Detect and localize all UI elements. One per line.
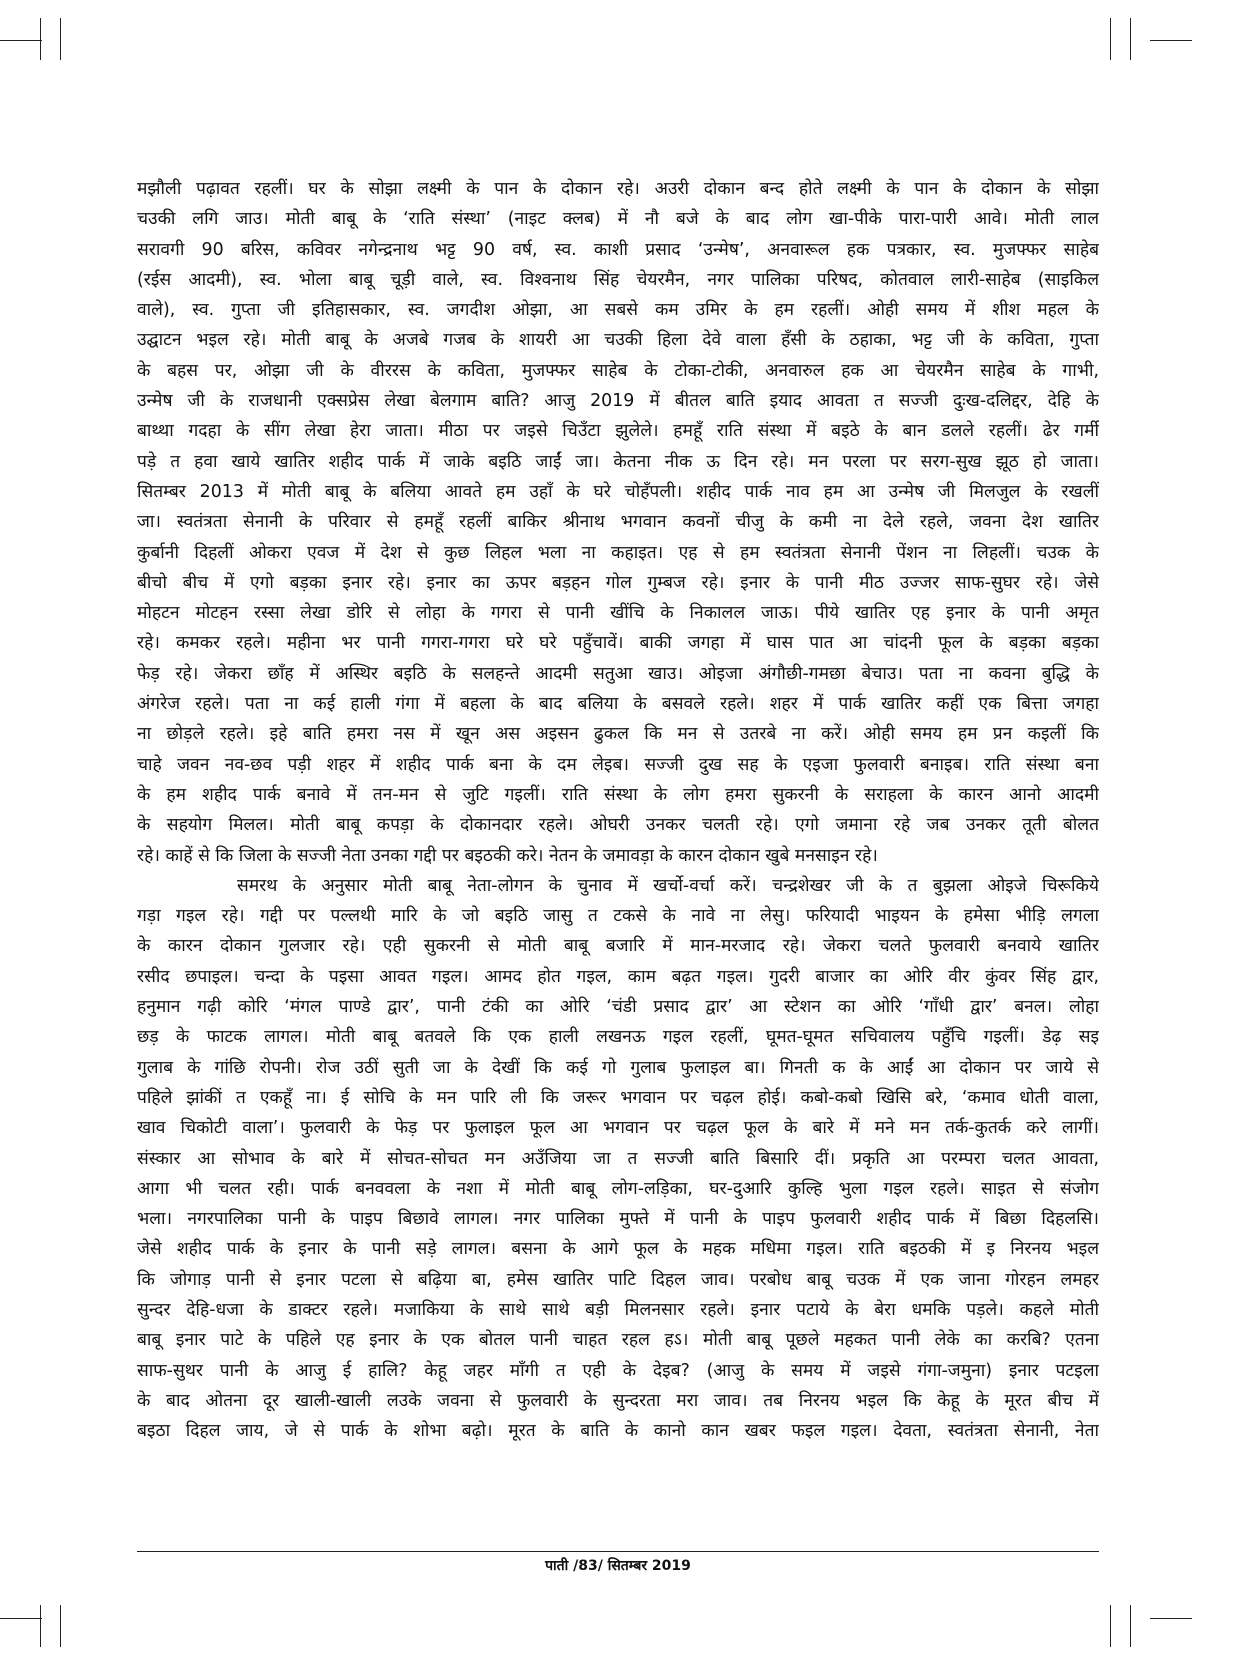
body-line: रहे। कमकर रहले। महीना भर पानी गगरा-गगरा घरे घरे पहुँचावें। बाकी जगहा में घास पात आ चांदनी फूल के बड़का बड़का: [137, 633, 1099, 654]
body-line: बाबू इनार पाटे के पहिले एह इनार के एक बोतल पानी चाहत रहल हऽ। मोती बाबू पूछले महकत पानी लेके का करबि? एतना: [137, 1330, 1099, 1351]
body-line-paragraph-start: समरथ के अनुसार मोती बाबू नेता-लोगन के चुनाव में खर्चो-वर्चा करें। चन्द्रशेखर जी के त बुझला ओइजे चिरूकिये: [237, 875, 1099, 896]
body-line: सुन्दर देहि-धजा के डाक्टर रहले। मजाकिया के साथे साथे बड़ी मिलनसार रहले। इनार पटाये के बेरा धमकि पड़ले। कहले मोती: [137, 1299, 1099, 1320]
crop-mark-bottom-right-vertical-inner: [1130, 1605, 1131, 1647]
body-line: छड़ के फाटक लागल। मोती बाबू बतवले कि एक हाली लखनऊ गइल रहलीं, घूमत-घूमत सचिवालय पहुँचि गइलीं। डेढ़ सइ: [137, 1027, 1099, 1048]
body-line: अंगरेज रहले। पता ना कई हाली गंगा में बहला के बाद बलिया के बसवले रहले। शहर में पार्क खातिर कहीं एक बित्ता जगहा: [137, 694, 1099, 715]
article-body: [137, 174, 1099, 1532]
body-line: कि जोगाड़ पानी से इनार पटला से बढ़िया बा, हमेस खातिर पाटि दिहल जाव। परबोध बाबू चउक में एक जाना गोरहन लमहर: [137, 1269, 1099, 1290]
body-line: के बाद ओतना दूर खाली-खाली लउके जवना से फुलवारी के सुन्दरता मरा जाव। तब निरनय भइल कि केहू के मूरत बीच में: [137, 1390, 1099, 1411]
body-line: के सहयोग मिलल। मोती बाबू कपड़ा के दोकानदार रहले। ओघरी उनकर चलती रहे। एगो जमाना रहे जब उनकर तूती बोलत: [137, 815, 1099, 836]
crop-mark-top-right-vertical: [1110, 18, 1111, 60]
body-line: पड़े त हवा खाये खातिर शहीद पार्क में जाके बइठि जाईं जा। केतना नीक ऊ दिन रहे। मन परला पर सरग-सुख झूठ हो जाता।: [137, 451, 1099, 472]
crop-mark-top-left-vertical-inner: [60, 18, 61, 60]
crop-mark-top-right-horizontal: [1150, 40, 1192, 41]
body-line: जा। स्वतंत्रता सेनानी के परिवार से हमहूँ रहलीं बाकिर श्रीनाथ भगवान कवनों चीजु के कमी ना देले रहले, जवना देश खातिर: [137, 512, 1099, 533]
footer-rule: [137, 1551, 1099, 1552]
body-line: हनुमान गढ़ी कोरि ‘मंगल पाण्डे द्वार’, पानी टंकी का ओरि ‘चंडी प्रसाद द्वार’ आ स्टेशन का ओरि ‘गाँधी द्वार’ बनल। लोहा: [137, 997, 1099, 1018]
crop-mark-top-left-horizontal: [0, 40, 42, 41]
body-line: जेसे शहीद पार्क के इनार के पानी सड़े लागल। बसना के आगे फूल के महक मधिमा गइल। राति बइठकी में इ निरनय भइल: [137, 1239, 1099, 1260]
body-line: चाहे जवन नव-छव पड़ी शहर में शहीद पार्क बना के दम लेइब। सज्जी दुख सह के एइजा फुलवारी बनाइब। राति संस्था बना: [137, 754, 1099, 775]
crop-mark-top-left-vertical: [40, 18, 41, 60]
page-footer: पाती /83/ सितम्बर 2019: [545, 1558, 691, 1574]
body-line: के कारन दोकान गुलजार रहे। एही सुकरनी से मोती बाबू बजारि में मान-मरजाद रहे। जेकरा चलते फुलवारी बनवाये खातिर: [137, 936, 1099, 957]
body-line: रसीद छपाइल। चन्दा के पइसा आवत गइल। आमद होत गइल, काम बढ़त गइल। गुदरी बाजार का ओरि वीर कुंवर सिंह द्वार,: [137, 966, 1099, 987]
body-line: गड़ा गइल रहे। गद्दी पर पल्लथी मारि के जो बइठि जासु त टकसे के नावे ना लेसु। फरियादी भाइयन के हमेसा भीड़ि लगला: [137, 906, 1099, 927]
body-line: चउकी लगि जाउ। मोती बाबू के ‘राति संस्था’ (नाइट क्लब) में नौ बजे के बाद लोग खा-पीके पारा-पारी आवे। मोती लाल: [137, 209, 1099, 230]
body-line: के बहस पर, ओझा जी के वीररस के कविता, मुजफ्फर साहेब के टोका-टोकी, अनवारुल हक आ चेयरमैन साहेब के गाभी,: [137, 360, 1099, 381]
body-line: (रईस आदमी), स्व. भोला बाबू चूड़ी वाले, स्व. विश्वनाथ सिंह चेयरमैन, नगर पालिका परिषद, कोतवाल लारी-साहेब (साइकिल: [137, 269, 1099, 290]
body-line: के हम शहीद पार्क बनावे में तन-मन से जुटि गइलीं। राति संस्था के लोग हमरा सुकरनी के सराहला के कारन आनो आदमी: [137, 784, 1099, 805]
body-line: बीचो बीच में एगो बड़का इनार रहे। इनार का ऊपर बड़हन गोल गुम्बज रहे। इनार के पानी मीठ उज्जर साफ-सुघर रहे। जेसे: [137, 572, 1099, 593]
body-line: फेड़ रहे। जेकरा छाँह में अस्थिर बइठि के सलहन्ते आदमी सतुआ खाउ। ओइजा अंगौछी-गमछा बेचाउ। पता ना कवना बुद्धि के: [137, 663, 1099, 684]
crop-mark-bottom-left-horizontal: [0, 1618, 42, 1619]
body-line: बइठा दिहल जाय, जे से पार्क के शोभा बढ़ो। मूरत के बाति के कानो कान खबर फइल गइल। देवता, स्वतंत्रता सेनानी, नेता: [137, 1421, 1099, 1442]
body-line: खाव चिकोटी वाला’। फुलवारी के फेड़ पर फुलाइल फूल आ भगवान पर चढ़ल फूल के बारे में मने मन तर्क-कुतर्क करे लागीं।: [137, 1118, 1099, 1139]
crop-mark-bottom-left-vertical: [40, 1605, 41, 1647]
crop-mark-bottom-right-vertical: [1110, 1605, 1111, 1647]
body-line: गुलाब के गांछि रोपनी। रोज उठीं सुती जा के देखीं कि कई गो गुलाब फुलाइल बा। गिनती क के आईं आ दोकान पर जाये से: [137, 1057, 1099, 1078]
body-line: कुर्बानी दिहलीं ओकरा एवज में देश से कुछ लिहल भला ना कहाइत। एह से हम स्वतंत्रता सेनानी पेंशन ना लिहलीं। चउक के: [137, 542, 1099, 563]
crop-mark-bottom-right-horizontal: [1150, 1618, 1192, 1619]
crop-mark-top-right-vertical-inner: [1130, 18, 1131, 60]
body-line: मोहटन मोटहन रस्सा लेखा डोरि से लोहा के गगरा से पानी खींचि के निकालल जाऊ। पीये खातिर एह इनार के पानी अमृत: [137, 603, 1099, 624]
crop-mark-bottom-left-vertical-inner: [60, 1605, 61, 1647]
body-line: उन्मेष जी के राजधानी एक्सप्रेस लेखा बेलगाम बाति? आजु 2019 में बीतल बाति इयाद आवता त सज्जी दुःख-दलिद्दर, देहि के: [137, 391, 1099, 412]
body-line: साफ-सुथर पानी के आजु ई हालि? केहू जहर माँगी त एही के देइब? (आजु के समय में जइसे गंगा-जमुना) इनार पटइला: [137, 1360, 1099, 1381]
body-line: सितम्बर 2013 में मोती बाबू के बलिया आवते हम उहाँ के घरे चोहँपली। शहीद पार्क नाव हम आ उन्मेष जी मिलजुल के रखलीं: [137, 481, 1099, 502]
body-line: मझौली पढ़ावत रहलीं। घर के सोझा लक्ष्मी के पान के दोकान रहे। अउरी दोकान बन्द होते लक्ष्मी के पान के दोकान के सोझा: [137, 179, 1099, 199]
body-line: पहिले झांकीं त एकहूँ ना। ई सोचि के मन पारि ली कि जरूर भगवान पर चढ़ल होई। कबो-कबो खिसि बरे, ‘कमाव धोती वाला,: [137, 1087, 1099, 1108]
body-line: भला। नगरपालिका पानी के पाइप बिछावे लागल। नगर पालिका मुफ्ते में पानी के पाइप फुलवारी शहीद पार्क में बिछा दिहलसि।: [137, 1209, 1099, 1230]
body-line: संस्कार आ सोभाव के बारे में सोचत-सोचत मन अउँजिया जा त सज्जी बाति बिसारि दीं। प्रकृति आ परम्परा चलत आवता,: [137, 1148, 1099, 1169]
body-line: रहे। काहें से कि जिला के सज्जी नेता उनका गद्दी पर बइठकी करे। नेतन के जमावड़ा के कारन दोकान खुबे मनसाइन रहे।: [137, 845, 878, 866]
body-line: उद्घाटन भइल रहे। मोती बाबू के अजबे गजब के शायरी आ चउकी हिला देवे वाला हँसी के ठहाका, भट्ट जी के कविता, गुप्ता: [137, 330, 1099, 351]
body-line: सरावगी 90 बरिस, कविवर नगेन्द्रनाथ भट्ट 90 वर्ष, स्व. काशी प्रसाद ‘उन्मेष’, अनवारूल हक पत्रकार, स्व. मुजफ्फर साहेब: [137, 239, 1099, 260]
body-line: ना छोड़ले रहले। इहे बाति हमरा नस में खून अस अइसन ढुकल कि मन से उतरबे ना करें। ओही समय हम प्रन कइलीं कि: [137, 724, 1099, 745]
body-line: बाथ्था गदहा के सींग लेखा हेरा जाता। मीठा पर जइसे चिउँटा झुलेले। हमहूँ राति संस्था में बइठे के बान डलले रहलीं। ढेर गर्मी: [137, 421, 1099, 442]
body-line: वाले), स्व. गुप्ता जी इतिहासकार, स्व. जगदीश ओझा, आ सबसे कम उमिर के हम रहलीं। ओही समय में शीश महल के: [137, 300, 1099, 321]
body-line: आगा भी चलत रही। पार्क बनववला के नशा में मोती बाबू लोग-लड़िका, घर-दुआरि कुल्हि भुला गइल रहले। साइत से संजोग: [137, 1178, 1099, 1199]
